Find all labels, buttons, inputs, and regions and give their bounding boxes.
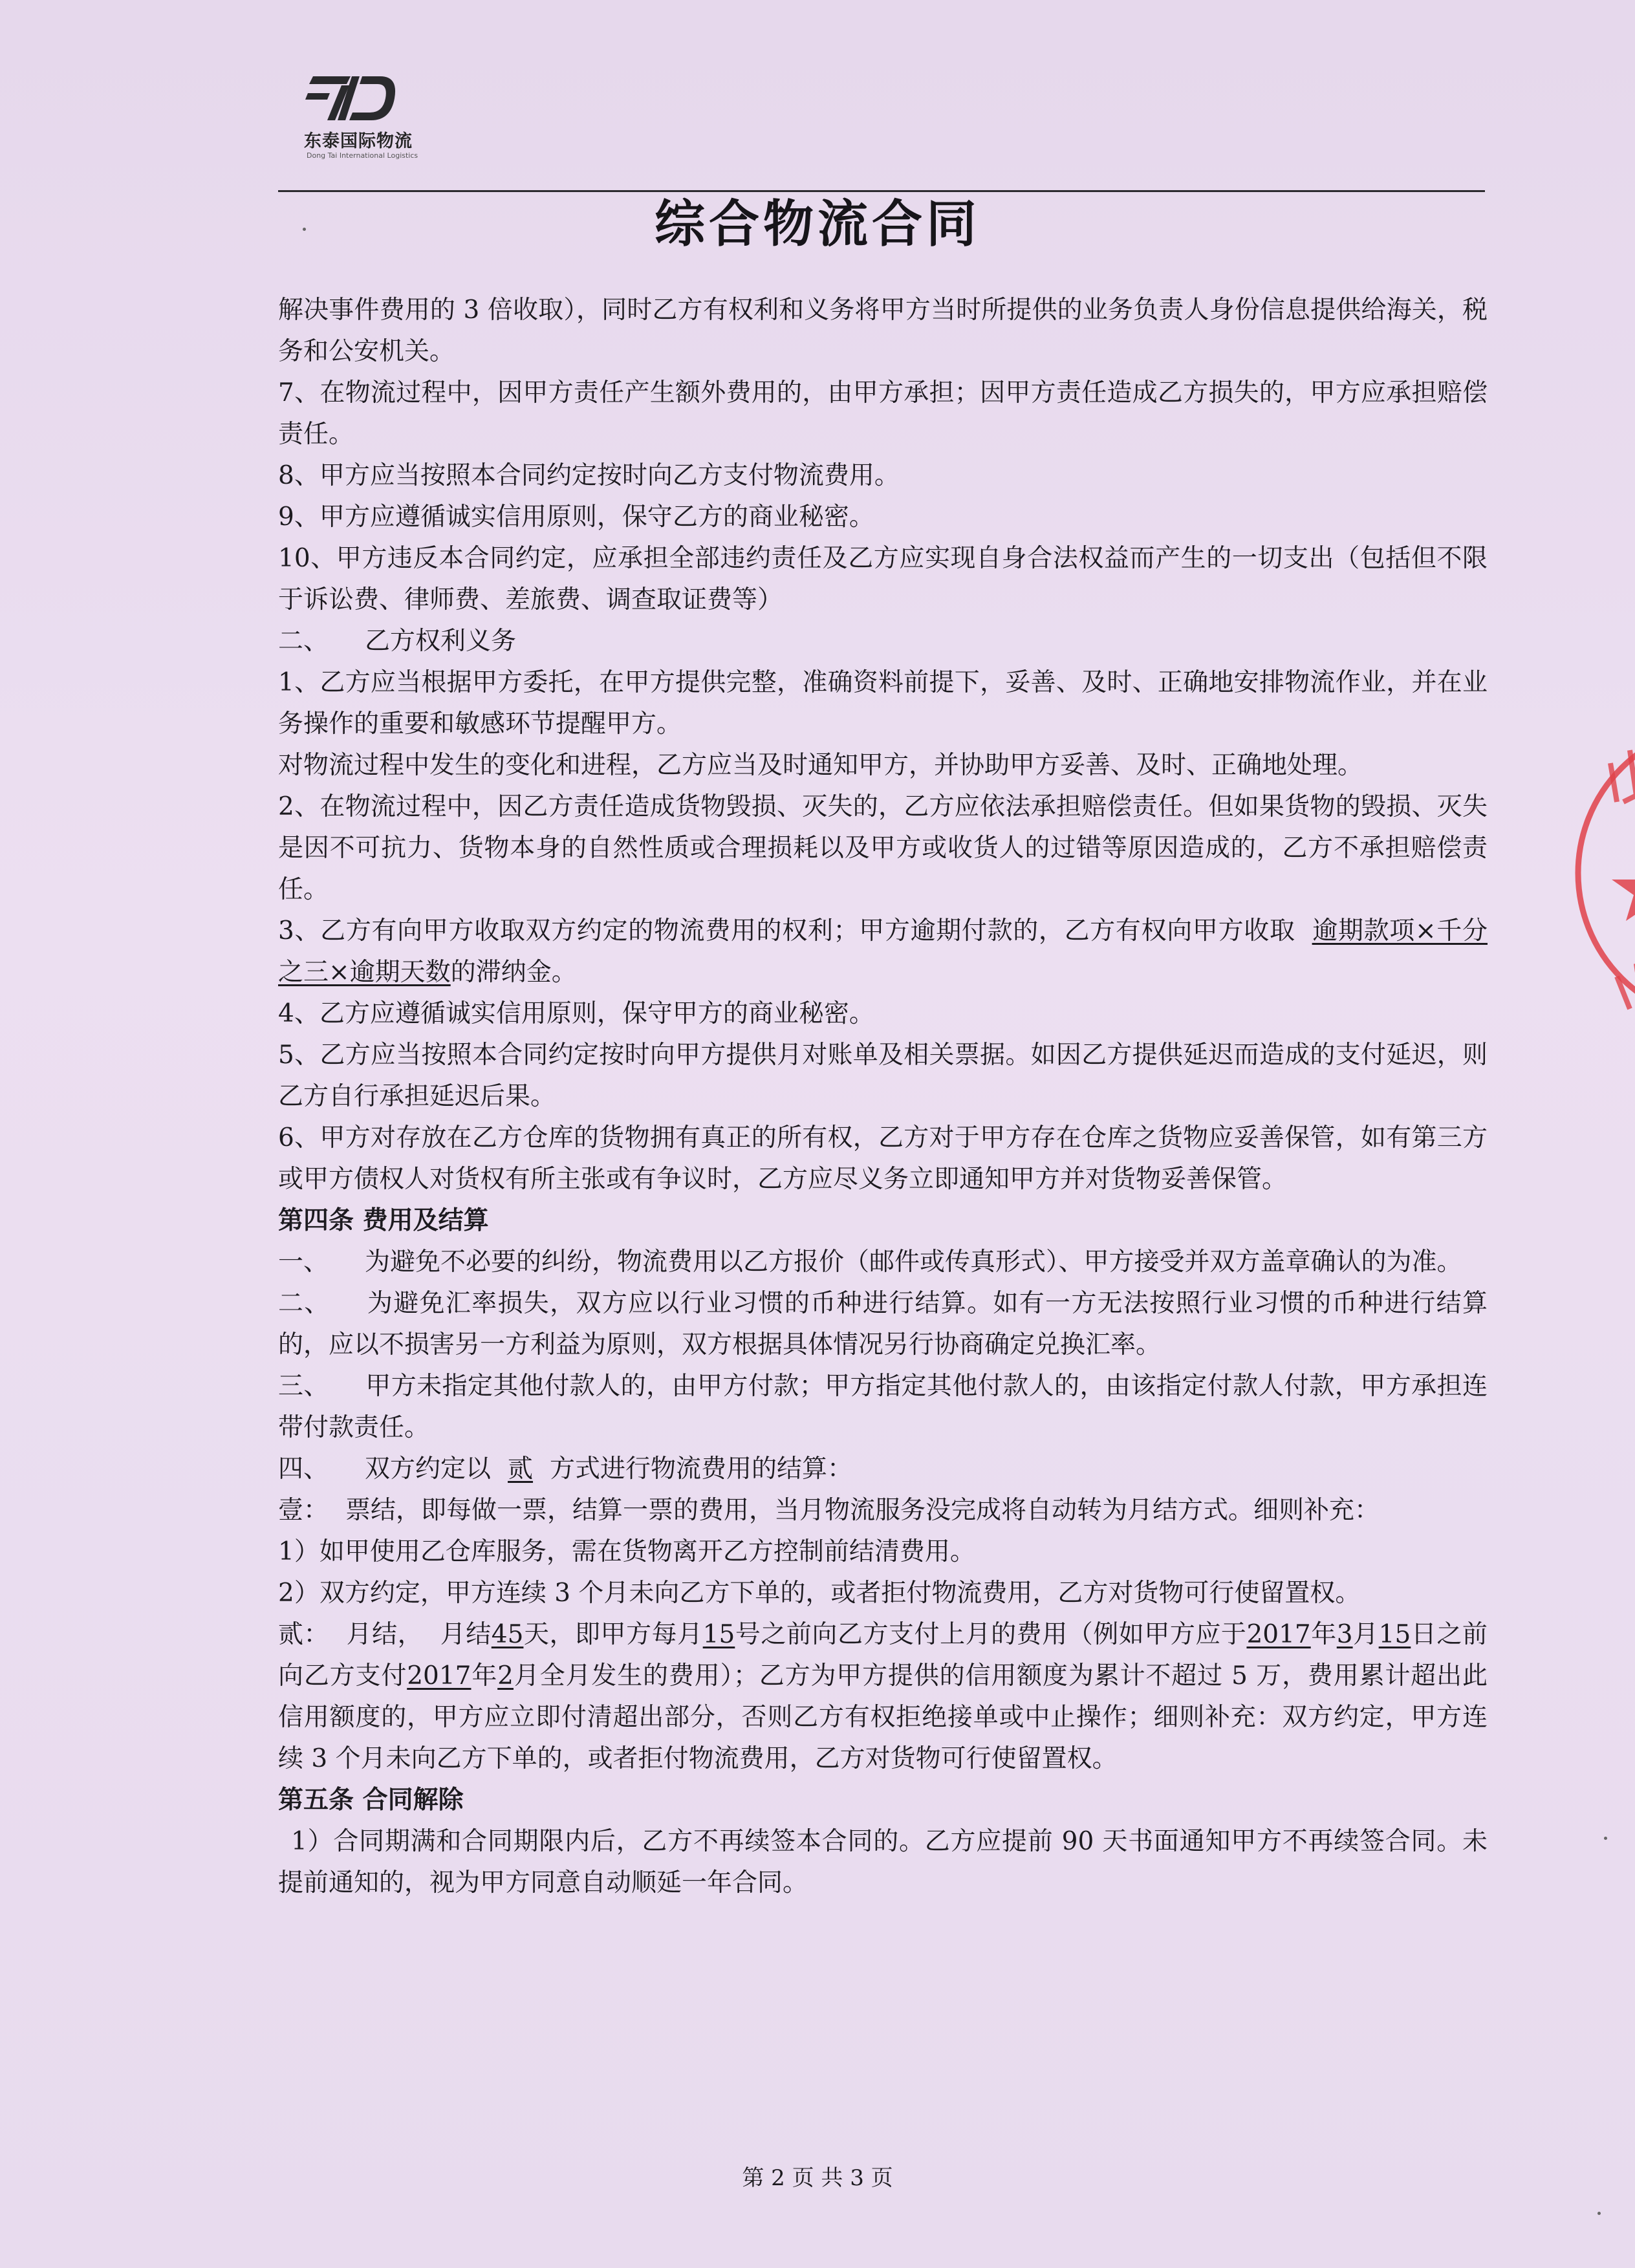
fill-in-days: 45 — [491, 1620, 524, 1649]
article-heading: 第五条 合同解除 — [278, 1786, 464, 1815]
paragraph — [278, 1242, 1488, 1283]
page-footer: 第 2 页 共 3 页 — [742, 2165, 893, 2191]
paragraph-text: 3、乙方有向甲方收取双方约定的物流费用的权利；甲方逾期付款的，乙方有权向甲方收取 — [278, 916, 1295, 945]
paragraph-text: 日之前向乙方支付 — [278, 1620, 1488, 1690]
paragraph-text: 票结，即每做一票，结算一票的费用，当月物流服务没完成将自动转为月结方式。细则补充： — [345, 1496, 1380, 1525]
item-number: 二、 — [278, 1289, 330, 1318]
paragraph — [278, 1283, 1488, 1366]
section-heading — [278, 621, 1488, 662]
fill-in-year: 2017 — [407, 1661, 471, 1690]
paragraph: 9、甲方应遵循诚实信用原则，保守乙方的商业秘密。 — [278, 502, 874, 532]
section-heading-text: 乙方权利义务 — [365, 627, 517, 656]
item-number: 贰： — [278, 1620, 330, 1649]
logo-subtext: Dong Tai International Logistics — [307, 151, 418, 160]
paragraph — [278, 1821, 1488, 1904]
paragraph: 8、甲方应当按照本合同约定按时向乙方支付物流费用。 — [278, 461, 900, 490]
paragraph: 解决事件费用的 3 倍收取），同时乙方有权利和义务将甲方当时所提供的业务负责人身份信息提供给海关，税务和公安机关。 — [278, 296, 1488, 366]
paragraph — [278, 1614, 1488, 1780]
paragraph: 7、在物流过程中，因甲方责任产生额外费用的，由甲方承担；因甲方责任造成乙方损失的，甲方应承担赔偿责任。 — [278, 378, 1488, 449]
paragraph: 对物流过程中发生的变化和进程，乙方应当及时通知甲方，并协助甲方妥善、及时、正确地处理。 — [278, 751, 1363, 780]
late-fee-formula: 逾期款项×千分之三×逾期天数 — [278, 916, 1488, 987]
logo-mark-icon — [304, 71, 401, 123]
paragraph-text: 年 — [471, 1661, 498, 1690]
paragraph-text: 年 — [1310, 1620, 1337, 1649]
scan-speck — [303, 228, 306, 231]
page-title: 综合物流合同 — [654, 195, 980, 254]
paragraph-text: 天，即甲方每月 — [523, 1620, 703, 1649]
item-number: 一、 — [278, 1247, 329, 1277]
fill-in-day-of-month: 15 — [702, 1620, 735, 1649]
company-seal-icon — [1572, 705, 1635, 1041]
paragraph: 5、乙方应当按照本合同约定按时向甲方提供月对账单及相关票据。如因乙方提供延迟而造成的支付延迟，则乙方自行承担延迟后果。 — [278, 1041, 1488, 1111]
paragraph: 10、甲方违反本合同约定，应承担全部违约责任及乙方应实现自身合法权益而产生的一切支出（包括但不限于诉讼费、律师费、差旅费、调查取证费等） — [278, 544, 1488, 614]
item-number: 壹： — [278, 1496, 329, 1525]
paragraph: 6、甲方对存放在乙方仓库的货物拥有真正的所有权，乙方对于甲方存在仓库之货物应妥善保管，如有第三方或甲方债权人对货权有所主张或有争议时，乙方应尽义务立即通知甲方并对货物妥善保管。 — [278, 1123, 1488, 1194]
logo-text: 东泰国际物流 — [304, 131, 413, 151]
paragraph-text: 月 — [1352, 1620, 1379, 1649]
contract-body — [278, 290, 1488, 1904]
fill-in-year: 2017 — [1246, 1620, 1311, 1649]
article-heading: 第四条 费用及结算 — [278, 1206, 489, 1235]
paragraph-text: 为避免不必要的纠纷，物流费用以乙方报价（邮件或传真形式）、甲方接受并双方盖章确认的为准。 — [365, 1247, 1462, 1277]
scan-speck — [1604, 1837, 1607, 1840]
paragraph-text: 为避免汇率损失，双方应以行业习惯的币种进行结算。如有一方无法按照行业习惯的币种进行结算的，应以不损害另一方利益为原则，双方根据具体情况另行协商确定兑换汇率。 — [278, 1289, 1488, 1359]
section-number: 二、 — [278, 627, 329, 656]
paragraph-text: 的滞纳金。 — [450, 958, 577, 987]
paragraph — [278, 911, 1488, 993]
paragraph: 1、乙方应当根据甲方委托，在甲方提供完整，准确资料前提下，妥善、及时、正确地安排物流作业，并在业务操作的重要和敏感环节提醒甲方。 — [278, 668, 1488, 739]
paragraph-text: 月结， — [346, 1620, 424, 1649]
paragraph-text: 月结 — [440, 1620, 492, 1649]
settlement-method: 贰 — [508, 1454, 534, 1484]
paragraph-text: 号之前向乙方支付上月的费用（例如甲方应于 — [735, 1620, 1247, 1649]
scan-speck — [1597, 2212, 1601, 2215]
paragraph: 1）如甲使用乙仓库服务，需在货物离开乙方控制前结清费用。 — [278, 1537, 975, 1566]
fill-in-month: 3 — [1336, 1620, 1353, 1649]
paragraph-text: 双方约定以 — [365, 1454, 492, 1484]
company-logo — [304, 71, 459, 168]
paragraph: 4、乙方应遵循诚实信用原则，保守甲方的商业秘密。 — [278, 999, 874, 1028]
paragraph — [278, 1449, 1488, 1490]
paragraph: 2、在物流过程中，因乙方责任造成货物毁损、灭失的，乙方应依法承担赔偿责任。但如果货物的毁损、灭失是因不可抗力、货物本身的自然性质或合理损耗以及甲方或收货人的过错等原因造成的，乙方不承担赔偿责任。 — [278, 792, 1488, 904]
paragraph: 2）双方约定，甲方连续 3 个月未向乙方下单的，或者拒付物流费用，乙方对货物可行使留置权。 — [278, 1579, 1361, 1608]
fill-in-month: 2 — [497, 1661, 514, 1690]
paragraph — [278, 1366, 1488, 1449]
paragraph-text: 方式进行物流费用的结算： — [550, 1454, 853, 1484]
paragraph-text: 月全月发生的费用）；乙方为甲方提供的信用额度为累计不超过 5 万，费用累计超出此信用额度的，甲方应立即付清超出部分，否则乙方有权拒绝接单或中止操作；细则补充：双方约定，甲方连续 3 个月未向乙方下单的，或者拒付物流费用，乙方对货物可行使留置权。 — [278, 1661, 1488, 1773]
item-number: 四、 — [278, 1454, 329, 1484]
paragraph — [278, 1490, 1488, 1531]
paragraph-text: 甲方未指定其他付款人的，由甲方付款；甲方指定其他付款人的，由该指定付款人付款，甲方承担连带付款责任。 — [278, 1372, 1488, 1442]
paragraph-text: 1）合同期满和合同期限内后，乙方不再续签本合同的。乙方应提前 90 天书面通知甲方不再续签合同。未提前通知的，视为甲方同意自动顺延一年合同。 — [278, 1827, 1488, 1897]
item-number: 三、 — [278, 1372, 329, 1401]
fill-in-day: 15 — [1378, 1620, 1411, 1649]
